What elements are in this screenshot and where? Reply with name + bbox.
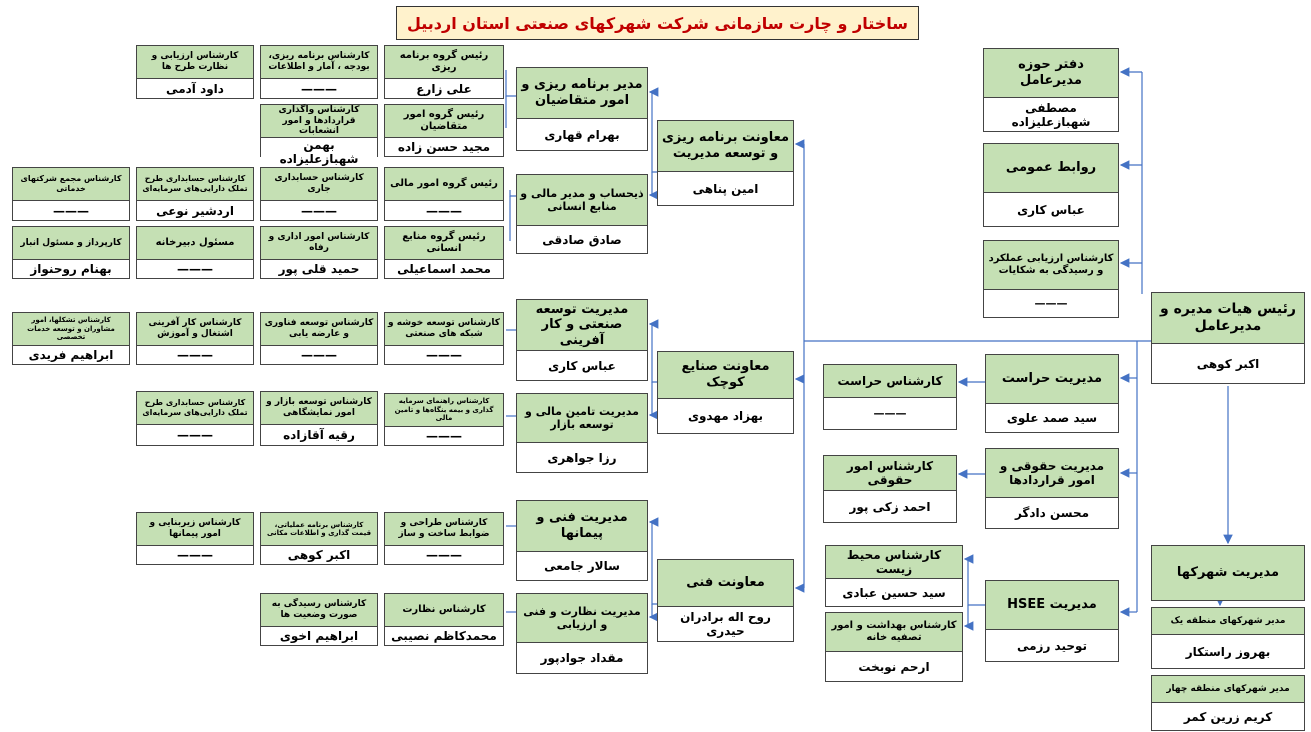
org-node-deputy-technical bbox=[657, 559, 794, 642]
node-name: عباس کاری bbox=[984, 192, 1118, 226]
node-role: کارشناس واگذاری قراردادها و امور انشعابات bbox=[261, 105, 377, 137]
org-node-health-expert bbox=[825, 612, 963, 682]
node-role: مدیر برنامه ریزی و امور متقاضیان bbox=[517, 68, 647, 118]
node-name: ——— bbox=[385, 345, 503, 364]
org-node-finance-mgr bbox=[516, 174, 648, 254]
org-node-assemblies-expert bbox=[12, 167, 130, 221]
org-node-env-expert bbox=[825, 545, 963, 607]
node-name: ——— bbox=[261, 78, 377, 98]
node-role: رئیس گروه برنامه ریزی bbox=[385, 46, 503, 78]
node-role: مدیریت نظارت و فنی و ارزیابی bbox=[517, 594, 647, 642]
org-node-contracts-expert bbox=[260, 104, 378, 166]
node-role: کارشناس محیط زیست bbox=[826, 546, 962, 578]
connector-line bbox=[650, 382, 652, 415]
node-role: معاونت برنامه ریزی و توسعه مدیریت bbox=[658, 121, 793, 171]
node-name: علی زارع bbox=[385, 78, 503, 98]
org-node-infrastructure-expert bbox=[136, 512, 254, 565]
node-role: کارشناس توسعه خوشه و شبکه های صنعتی bbox=[385, 313, 503, 345]
org-node-accounting-expert bbox=[260, 167, 378, 221]
node-name: ——— bbox=[385, 200, 503, 220]
node-name: احمد زکی پور bbox=[824, 490, 956, 522]
node-name: رزا جواهری bbox=[517, 442, 647, 472]
org-node-public-relations bbox=[983, 143, 1119, 227]
node-name: بهزاد مهدوی bbox=[658, 398, 793, 433]
node-role: ذیحساب و مدیر مالی و منابع انسانی bbox=[517, 175, 647, 225]
org-node-board-chair bbox=[1151, 292, 1305, 384]
chart-title: ساختار و چارت سازمانی شرکت شهرکهای صنعتی استان اردبیل bbox=[396, 6, 919, 40]
node-role: کارشناس حسابداری طرح تملک دارایی‌های سرمایه‌ای bbox=[137, 168, 253, 200]
org-node-market-dev-expert bbox=[260, 391, 378, 446]
connector-line bbox=[650, 172, 652, 195]
node-name: ——— bbox=[137, 259, 253, 278]
node-role: کارشناس مجمع شرکتهای خدماتی bbox=[13, 168, 129, 200]
org-node-applicants-group-head bbox=[384, 104, 504, 157]
node-role: کارشناس نظارت bbox=[385, 594, 503, 626]
node-role: مدیریت فنی و پیمانها bbox=[517, 501, 647, 551]
node-role: مسئول دبیرخانه bbox=[137, 227, 253, 259]
org-node-budget-expert bbox=[260, 45, 378, 99]
node-role: مدیر شهرکهای منطقه یک bbox=[1152, 608, 1304, 634]
org-node-consultants-expert bbox=[12, 312, 130, 365]
node-role: کارشناس حراست bbox=[824, 365, 956, 397]
org-node-status-review-expert bbox=[260, 593, 378, 646]
node-name: اکبر کوهی bbox=[261, 545, 377, 564]
connector-line bbox=[650, 522, 657, 604]
node-name: اردشیر نوعی bbox=[137, 200, 253, 220]
node-role: کارشناس حسابداری طرح تملک دارایی‌های سرمایه‌ای bbox=[137, 392, 253, 424]
org-node-dev-mgr bbox=[516, 299, 648, 381]
node-role: مدیریت حقوقی و امور قراردادها bbox=[986, 449, 1118, 497]
node-name: بهنام روحنواز bbox=[13, 259, 129, 278]
org-node-ceo-office bbox=[983, 48, 1119, 132]
node-name: ارحم نوبخت bbox=[826, 651, 962, 681]
org-node-planning-mgr bbox=[516, 67, 648, 151]
node-role: کارشناس تشکلها، امور مشاوران و توسعه خدمات تخصصی bbox=[13, 313, 129, 345]
node-name: بهمن شهبازعلیزاده bbox=[261, 137, 377, 166]
node-name: روح اله برادران حیدری bbox=[658, 606, 793, 641]
connector-line bbox=[965, 559, 985, 605]
node-role: کارشناس توسعه بازار و امور نمایشگاهی bbox=[261, 392, 377, 424]
org-node-supervision-mgr bbox=[516, 593, 648, 674]
node-name: امین پناهی bbox=[658, 171, 793, 205]
node-role: کارشناس راهنمای سرمایه گذاری و بیمه بنگاه‌ها و تامین مالی bbox=[385, 394, 503, 426]
node-role: کارشناس امور اداری و رفاه bbox=[261, 227, 377, 259]
node-role: کارشناس بهداشت و امور تصفیه خانه bbox=[826, 613, 962, 651]
node-name: صادق صادقی bbox=[517, 225, 647, 253]
node-name: ——— bbox=[824, 397, 956, 429]
org-node-asset-accounting-expert-2 bbox=[136, 391, 254, 446]
node-name: مصطفی شهبازعلیزاده bbox=[984, 97, 1118, 131]
org-node-industrial-estates-mgr bbox=[1151, 545, 1305, 601]
node-role: مدیریت شهرکها bbox=[1152, 546, 1304, 600]
node-role: کارشناس طراحی و ضوابط ساخت و ساز bbox=[385, 513, 503, 545]
node-role: کارشناس برنامه ریزی، بودجه ، آمار و اطلاعات bbox=[261, 46, 377, 78]
node-name: عباس کاری bbox=[517, 350, 647, 380]
node-role: رئیس گروه منابع انسانی bbox=[385, 227, 503, 259]
org-node-legal-expert bbox=[823, 455, 957, 523]
connector-line bbox=[965, 605, 968, 626]
node-name: محمد اسماعیلی bbox=[385, 259, 503, 278]
org-node-supply-mgr bbox=[516, 393, 648, 473]
node-role: کارشناس برنامه عملیاتی، قیمت گذاری و اطلاعات مکانی bbox=[261, 513, 377, 545]
node-role: کارشناس زیربنایی و امور پیمانها bbox=[137, 513, 253, 545]
org-node-supervision-expert bbox=[384, 593, 504, 646]
org-node-evaluation-expert bbox=[136, 45, 254, 99]
org-node-security-expert bbox=[823, 364, 957, 430]
node-role: معاونت فنی bbox=[658, 560, 793, 606]
connector-line bbox=[650, 604, 652, 617]
node-role: کارشناس کار آفرینی اشتغال و آموزش bbox=[137, 313, 253, 345]
org-node-storekeeper bbox=[12, 226, 130, 279]
node-name: ——— bbox=[13, 200, 129, 220]
node-role: روابط عمومی bbox=[984, 144, 1118, 192]
node-name: محمدکاظم نصیبی bbox=[385, 626, 503, 645]
node-name: داود آدمی bbox=[137, 78, 253, 98]
node-name: سید حسین عبادی bbox=[826, 578, 962, 606]
node-role: کارشناس ارزیابی و نظارت طرح ها bbox=[137, 46, 253, 78]
node-name: ——— bbox=[137, 424, 253, 445]
org-node-finance-group-head bbox=[384, 167, 504, 221]
org-node-tech-mgr bbox=[516, 500, 648, 581]
node-name: سالار جامعی bbox=[517, 551, 647, 580]
connector-line bbox=[650, 92, 657, 172]
org-node-legal-mgr bbox=[985, 448, 1119, 529]
org-node-planning-ops-expert bbox=[260, 512, 378, 565]
node-name: ——— bbox=[385, 426, 503, 445]
org-node-hr-group-head bbox=[384, 226, 504, 279]
node-name: بهروز راستکار bbox=[1152, 634, 1304, 668]
node-role: کارشناس رسیدگی به صورت وضعیت ها bbox=[261, 594, 377, 626]
node-name: ——— bbox=[385, 545, 503, 564]
org-node-deputy-planning bbox=[657, 120, 794, 206]
org-node-deputy-small-industries bbox=[657, 351, 794, 434]
connector-line bbox=[506, 70, 516, 96]
node-name: حمید قلی پور bbox=[261, 259, 377, 278]
node-role: رئیس گروه امور مالی bbox=[385, 168, 503, 200]
node-name: مقداد جوادپور bbox=[517, 642, 647, 673]
org-node-asset-accounting-expert-1 bbox=[136, 167, 254, 221]
node-name: ——— bbox=[137, 545, 253, 564]
connector-line bbox=[650, 324, 657, 382]
node-name: ——— bbox=[261, 345, 377, 364]
org-node-design-expert bbox=[384, 512, 504, 565]
org-node-complaints-expert bbox=[983, 240, 1119, 318]
node-role: دفتر حوزه مدیرعامل bbox=[984, 49, 1118, 97]
node-name: مجید حسن زاده bbox=[385, 137, 503, 156]
node-name: اکبر کوهی bbox=[1152, 343, 1304, 383]
org-node-secretariat-head bbox=[136, 226, 254, 279]
org-node-admin-expert bbox=[260, 226, 378, 279]
node-role: کارشناس حسابداری جاری bbox=[261, 168, 377, 200]
org-node-cluster-expert bbox=[384, 312, 504, 365]
org-node-security-mgr bbox=[985, 354, 1119, 433]
node-role: مدیریت توسعه صنعتی و کار آفرینی bbox=[517, 300, 647, 350]
node-name: محسن دادگر bbox=[986, 497, 1118, 528]
node-role: کارشناس توسعه فناوری و عارضه یابی bbox=[261, 313, 377, 345]
node-name: ——— bbox=[261, 200, 377, 220]
node-name: توحید رزمی bbox=[986, 629, 1118, 661]
node-name: رقیه آقازاده bbox=[261, 424, 377, 445]
node-role: معاونت صنایع کوچک bbox=[658, 352, 793, 398]
node-role: کارپرداز و مسئول انبار bbox=[13, 227, 129, 259]
org-node-investment-guide-expert bbox=[384, 393, 504, 446]
node-role: کارشناس ارزیابی عملکرد و رسیدگی به شکایات bbox=[984, 241, 1118, 289]
node-role: مدیریت تامین مالی و توسعه بازار bbox=[517, 394, 647, 442]
node-role: مدیر شهرکهای منطقه چهار bbox=[1152, 676, 1304, 702]
node-role: رئیس گروه امور متقاضیان bbox=[385, 105, 503, 137]
org-node-planning-group-head bbox=[384, 45, 504, 99]
org-node-zone4-mgr bbox=[1151, 675, 1305, 731]
node-role: کارشناس امور حقوقی bbox=[824, 456, 956, 490]
node-role: مدیریت حراست bbox=[986, 355, 1118, 403]
node-role: مدیریت HSEE bbox=[986, 581, 1118, 629]
node-name: ابراهیم فریدی bbox=[13, 345, 129, 364]
org-node-employment-expert bbox=[136, 312, 254, 365]
node-name: ——— bbox=[137, 345, 253, 364]
org-node-hsee-mgr bbox=[985, 580, 1119, 662]
node-name: سید صمد علوی bbox=[986, 403, 1118, 432]
node-role: رئیس هیات مدیره و مدیرعامل bbox=[1152, 293, 1304, 343]
node-name: کریم زرین کمر bbox=[1152, 702, 1304, 730]
org-node-tech-dev-expert bbox=[260, 312, 378, 365]
org-node-zone1-mgr bbox=[1151, 607, 1305, 669]
node-name: ابراهیم اخوی bbox=[261, 626, 377, 645]
node-name: بهرام قهاری bbox=[517, 118, 647, 150]
node-name: ——— bbox=[984, 289, 1118, 317]
